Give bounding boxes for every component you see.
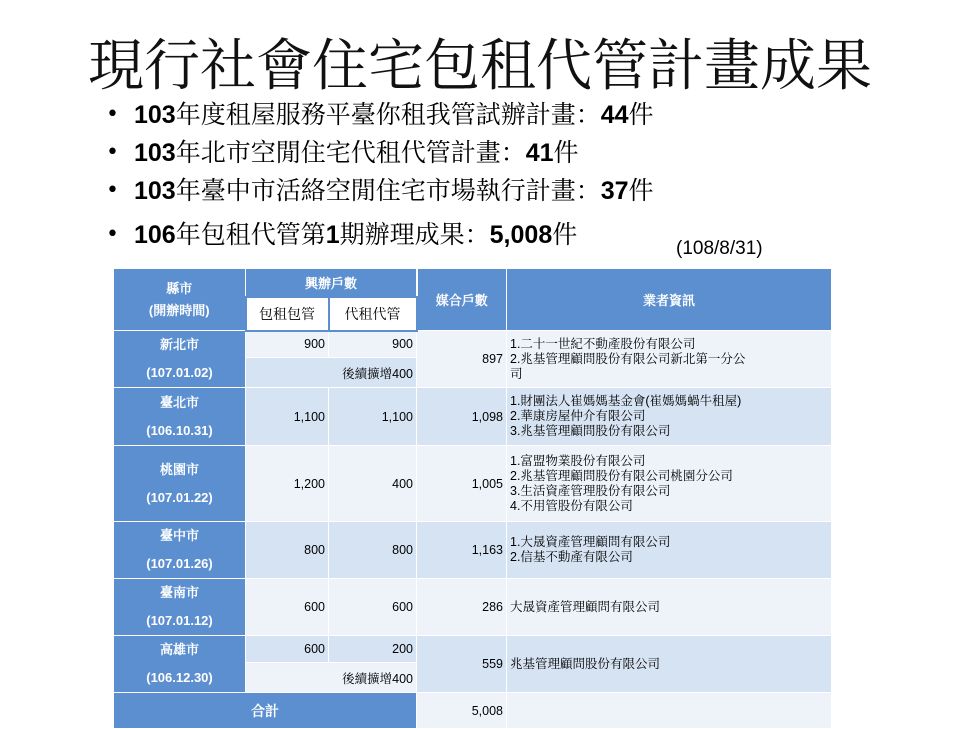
city-name: 桃園市 [159,461,199,477]
city-name: 臺中市 [159,528,199,543]
vendor-item: 兆基管理顧問股份有限公司 [510,656,661,671]
vendor-item: 3.兆基管理顧問股份有限公司 [510,424,671,438]
header-manage: 代租代管 [329,297,417,331]
lease-count: 600 [246,579,329,636]
manage-count: 1,100 [329,388,417,446]
header-lease: 包租包管 [246,297,329,331]
unit: 件 [553,138,579,167]
matched-count: 1,163 [417,522,507,579]
summary-text: 年北市空閒住宅代租代管計畫： [175,138,526,167]
matched-count: 559 [417,636,507,693]
manage-count: 200 [329,636,417,663]
summary-text: 年度租屋服務平臺你租我管試辦計畫： [175,100,601,129]
vendor-item: 1.財團法人崔媽媽基金會(崔媽媽蝸牛租屋) [510,394,742,408]
vendor-list [507,636,832,693]
count: 41 [525,139,554,167]
lease-count: 600 [246,636,329,663]
header-city-label: 縣市 [166,280,193,296]
city-cell [114,446,246,522]
city-cell [114,388,246,446]
summary-list [106,96,654,254]
start-date: (107.01.26) [146,556,213,571]
lease-count: 1,100 [246,388,329,446]
manage-count: 600 [329,579,417,636]
start-date: (107.01.02) [146,365,213,380]
unit: 件 [552,220,578,249]
summary-item [106,172,654,210]
vendor-item: 1.富盟物業股份有限公司 [510,453,646,468]
vendor-item: 司 [510,366,523,381]
vendor-item: 1.二十一世紀不動產股份有限公司 [510,336,696,351]
vendor-item: 2.兆基管理顧問股份有限公司桃園分公司 [510,468,733,483]
matched-count: 897 [417,331,507,388]
vendor-item: 4.不用管股份有限公司 [510,498,633,513]
expansion-note: 後續擴增400 [246,663,417,693]
city-name: 高雄市 [159,642,199,657]
header-matched: 媒合戶數 [417,269,507,331]
start-date: (107.01.12) [146,613,213,628]
summary-item [106,134,654,172]
summary-text: 期辦理成果： [339,220,490,249]
page-title: 現行社會住宅包租代管計畫成果 [88,34,872,99]
count: 5,008 [489,221,553,249]
vendor-list [507,331,832,388]
header-households: 興辦戶數 [246,269,417,297]
vendor-list [507,522,832,579]
city-name: 臺北市 [159,394,199,410]
count: 44 [600,101,629,129]
unit: 件 [628,176,654,205]
vendor-item: 2.兆基管理顧問股份有限公司新北第一分公 [510,351,746,366]
vendor-item: 2.華康房屋仲介有限公司 [510,409,646,423]
year: 103 [134,139,176,167]
year: 103 [134,177,176,205]
start-date: (106.12.30) [146,670,213,685]
vendor-item: 3.生活資產管理股份有限公司 [510,483,671,498]
header-vendors: 業者資訊 [507,269,832,331]
lease-count: 800 [246,522,329,579]
matched-count: 1,005 [417,446,507,522]
summary-text: 年臺中市活絡空閒住宅市場執行計畫： [175,176,601,205]
summary-text: 年包租代管第 [175,220,326,249]
vendor-item: 大晟資產管理顧問有限公司 [510,599,661,614]
city-name: 新北市 [159,337,199,352]
manage-count: 900 [329,331,417,358]
manage-count: 400 [329,446,417,522]
total-vendors-empty [507,693,832,729]
summary-item [106,216,654,254]
header-date-label: (開辦時間) [148,302,210,318]
expansion-note: 後續擴增400 [246,358,417,388]
as-of-date: (108/8/31) [676,238,763,259]
start-date: (106.10.31) [146,422,213,438]
manage-count: 800 [329,522,417,579]
vendor-list [507,388,832,446]
city-cell [114,636,246,693]
count: 37 [600,177,629,205]
summary-item [106,96,654,134]
city-name: 臺南市 [159,585,199,600]
bullet-icon: • [106,140,119,165]
city-cell [114,522,246,579]
matched-count: 286 [417,579,507,636]
matched-count: 1,098 [417,388,507,446]
bullet-icon: • [106,178,119,203]
total-label: 合計 [114,693,417,729]
results-table [113,268,832,729]
vendor-item: 2.信基不動產有限公司 [510,550,633,564]
start-date: (107.01.22) [146,489,213,505]
vendor-list [507,446,832,522]
vendor-item: 1.大晟資產管理顧問有限公司 [510,535,671,549]
phase-number: 1 [325,221,340,249]
bullet-icon: • [106,102,119,127]
bullet-icon: • [106,222,119,247]
total-value: 5,008 [417,693,507,729]
lease-count: 1,200 [246,446,329,522]
year: 103 [134,101,176,129]
city-cell [114,579,246,636]
city-cell [114,331,246,388]
year: 106 [134,221,176,249]
vendor-list [507,579,832,636]
unit: 件 [628,100,654,129]
header-city [114,269,246,331]
lease-count: 900 [246,331,329,358]
